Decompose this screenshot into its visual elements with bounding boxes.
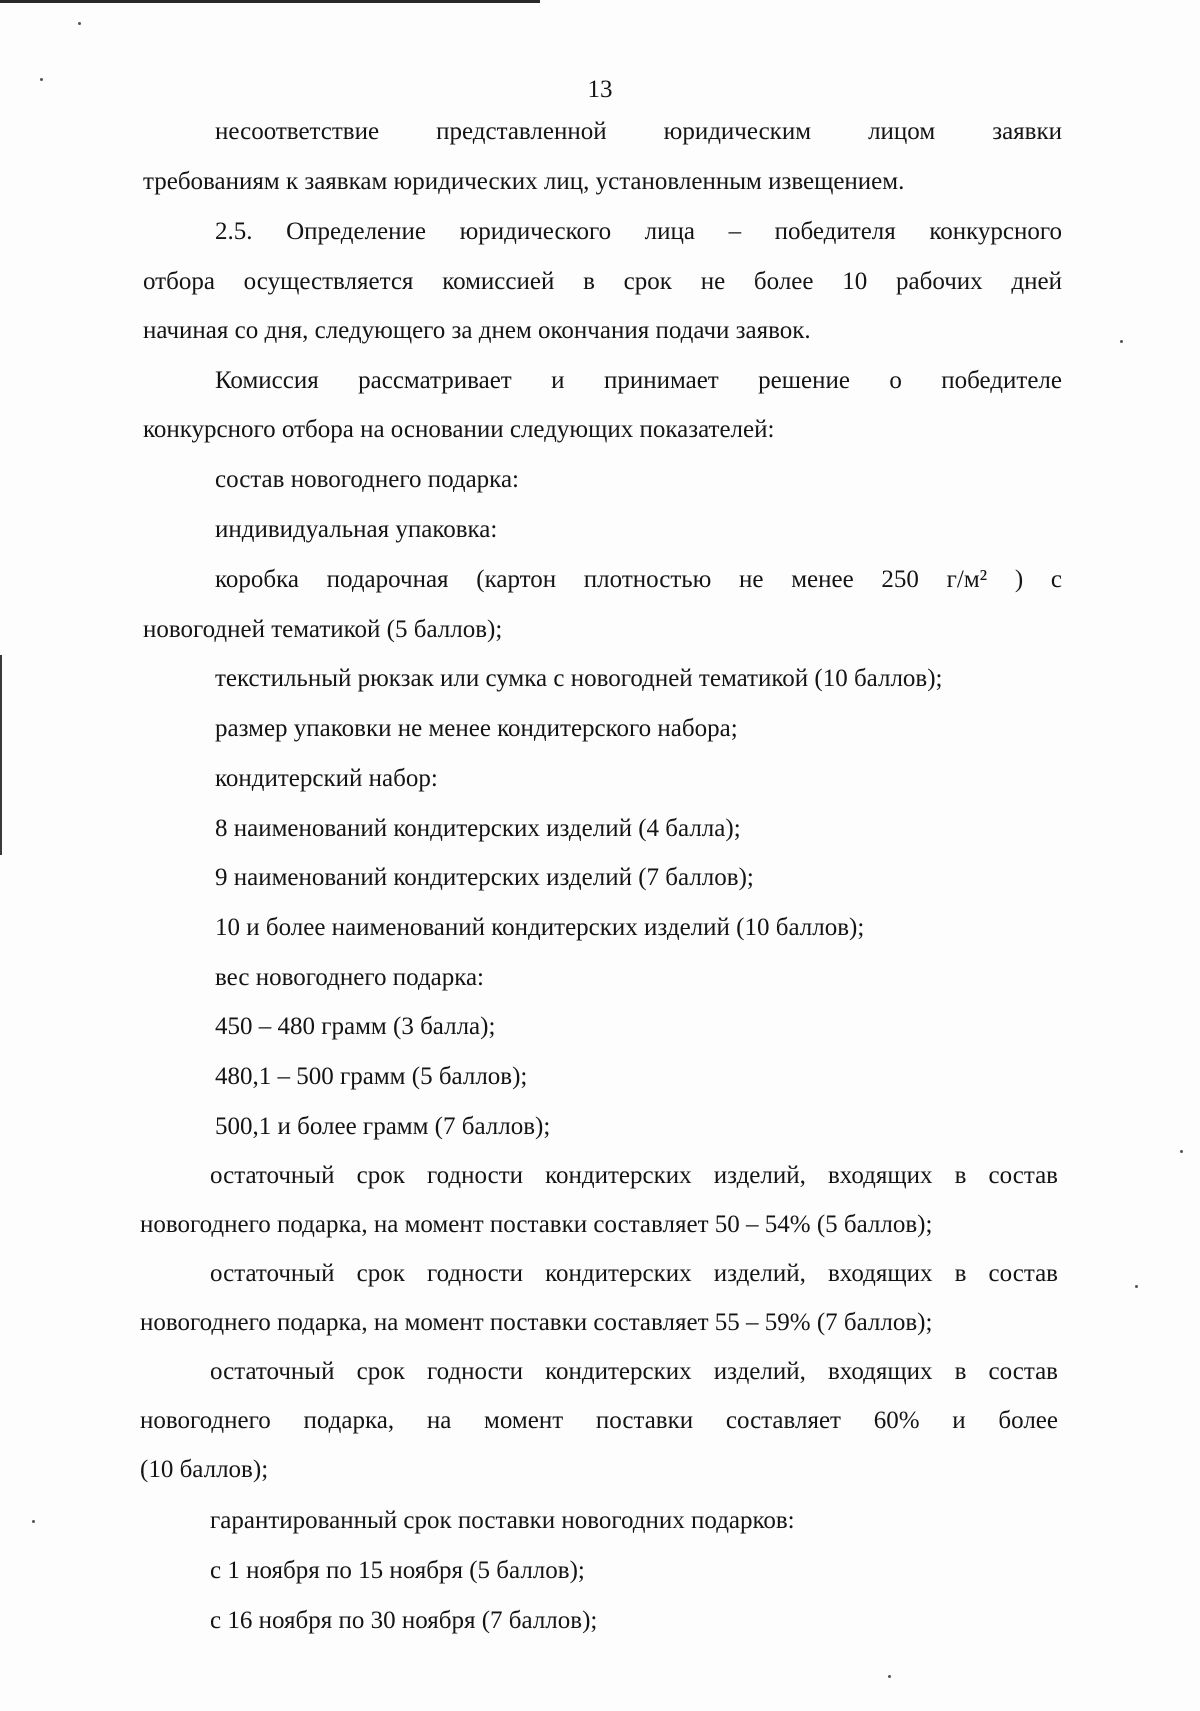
text-line: гарантированный срок поставки новогодних подарков: <box>210 1507 795 1534</box>
text-line: начиная со дня, следующего за днем окончания подачи заявок. <box>143 317 811 344</box>
scan-speck <box>888 1675 891 1678</box>
text-line: вес новогоднего подарка: <box>215 964 485 991</box>
text-line: состав новогоднего подарка: <box>215 466 519 493</box>
text-line: 450 – 480 грамм (3 балла); <box>215 1013 496 1040</box>
text-line: 8 наименований кондитерских изделий (4 балла); <box>215 815 741 842</box>
text-line: остаточный срок годности кондитерских изделий, входящих в состав <box>210 1260 1058 1287</box>
text-line: (10 баллов); <box>140 1456 269 1483</box>
text-line: конкурсного отбора на основании следующих показателей: <box>143 416 775 443</box>
text-line: коробка подарочная (картон плотностью не менее 250 г/м² ) с <box>215 566 1062 593</box>
text-line: новогоднего подарка, на момент поставки составляет 50 – 54% (5 баллов); <box>140 1211 933 1238</box>
text-line: с 16 ноября по 30 ноября (7 баллов); <box>210 1607 598 1634</box>
text-line: 10 и более наименований кондитерских изделий (10 баллов); <box>215 914 865 941</box>
scan-speck <box>1135 1285 1138 1288</box>
text-line: кондитерский набор: <box>215 765 438 792</box>
text-line: 480,1 – 500 грамм (5 баллов); <box>215 1063 528 1090</box>
scan-border-top <box>0 0 540 3</box>
text-line: новогоднего подарка, на момент поставки составляет 60% и более <box>140 1407 1058 1434</box>
text-line: новогодней тематикой (5 баллов); <box>143 616 503 643</box>
text-line: остаточный срок годности кондитерских изделий, входящих в состав <box>210 1162 1058 1189</box>
text-line: Комиссия рассматривает и принимает решение о победителе <box>215 367 1062 394</box>
scan-speck <box>1120 340 1123 343</box>
text-line: 9 наименований кондитерских изделий (7 баллов); <box>215 864 754 891</box>
text-line: новогоднего подарка, на момент поставки составляет 55 – 59% (7 баллов); <box>140 1309 933 1336</box>
text-line: индивидуальная упаковка: <box>215 516 498 543</box>
scan-speck <box>78 22 81 25</box>
text-line: 500,1 и более грамм (7 баллов); <box>215 1113 551 1140</box>
text-line: текстильный рюкзак или сумка с новогодней тематикой (10 баллов); <box>215 665 943 692</box>
scan-speck <box>32 1520 35 1523</box>
text-line: отбора осуществляется комиссией в срок не более 10 рабочих дней <box>143 268 1062 295</box>
text-line: требованиям к заявкам юридических лиц, установленным извещением. <box>143 168 905 195</box>
text-line: остаточный срок годности кондитерских изделий, входящих в состав <box>210 1358 1058 1385</box>
text-line: 2.5. Определение юридического лица – победителя конкурсного <box>215 218 1062 245</box>
text-line: размер упаковки не менее кондитерского набора; <box>215 715 738 742</box>
scan-border-left <box>0 655 2 855</box>
text-line: несоответствие представленной юридическим лицом заявки <box>215 118 1062 145</box>
page-number: 13 <box>587 76 613 103</box>
scan-speck <box>1180 1150 1183 1153</box>
text-line: с 1 ноября по 15 ноября (5 баллов); <box>210 1557 585 1584</box>
